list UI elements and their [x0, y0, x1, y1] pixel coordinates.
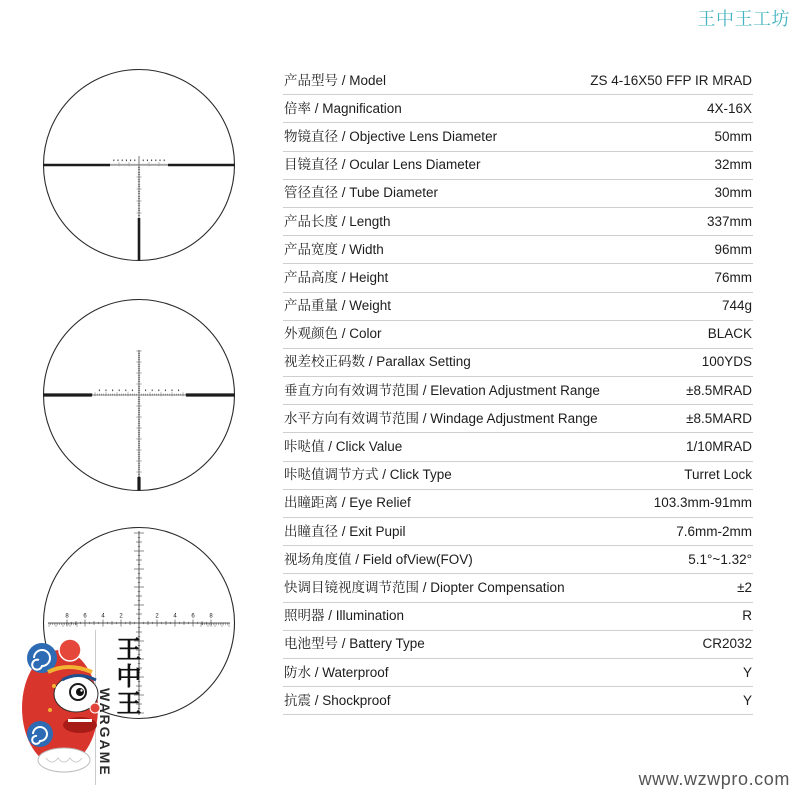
lion-pupil — [76, 688, 84, 696]
spec-label: 产品高度 / Height — [284, 269, 389, 285]
spec-row-eye-relief — [283, 490, 753, 518]
spec-row-click-type — [283, 462, 753, 490]
spec-row-width — [283, 236, 753, 264]
scale-mark — [112, 390, 113, 392]
scale-number: 8 — [209, 613, 213, 620]
scale-mark — [125, 390, 126, 392]
scale-number: 8 — [65, 613, 69, 620]
scale-number: 6 — [83, 613, 87, 620]
spec-label: 咔哒值调节方式 / Click Type — [284, 467, 452, 483]
spec-value: 5.1°~1.32° — [688, 551, 752, 567]
spec-row-length — [283, 208, 753, 236]
scale-mark — [134, 160, 135, 162]
spec-label: 目镜直径 / Ocular Lens Diameter — [284, 157, 481, 173]
spec-row-click-value — [283, 433, 753, 461]
spec-label: 视差校正码数 / Parallax Setting — [284, 354, 471, 370]
scale-mark — [151, 160, 152, 162]
spec-label: 外观颜色 / Color — [284, 326, 382, 342]
gold-dot — [48, 708, 52, 712]
scale-mark — [113, 160, 114, 162]
spec-row-battery-type — [283, 631, 753, 659]
spec-row-weight — [283, 293, 753, 321]
spec-label: 水平方向有效调节范围 / Windage Adjustment Range — [284, 410, 598, 426]
spec-label: 物镜直径 / Objective Lens Diameter — [284, 128, 498, 144]
spec-value: 337mm — [706, 213, 752, 229]
spec-value: R — [742, 608, 752, 624]
spec-label: 抗震 / Shockproof — [284, 692, 391, 708]
spec-value: 76mm — [714, 269, 752, 285]
scale-number: 2 — [155, 613, 159, 620]
lion-beard — [38, 748, 90, 772]
spec-row-elevation-adjustment-range — [283, 377, 753, 405]
scale-mark — [106, 390, 107, 392]
reticle-1-marks — [44, 156, 235, 261]
scale-number: 6 — [191, 613, 195, 620]
spec-row-exit-pupil — [283, 518, 753, 546]
spec-row-tube-diameter — [283, 180, 753, 208]
spec-value: BLACK — [707, 326, 752, 342]
reticle-1 — [39, 65, 239, 265]
spec-value: CR2032 — [702, 636, 752, 652]
spec-value: 96mm — [714, 241, 752, 257]
spec-label: 咔哒值 / Click Value — [284, 439, 403, 455]
website-url: www.wzwpro.com — [638, 769, 790, 789]
scale-mark — [152, 390, 153, 392]
spec-label: 产品型号 / Model — [284, 72, 387, 88]
scale-mark — [130, 160, 131, 162]
spec-value: 30mm — [714, 185, 752, 201]
scale-mark — [160, 160, 161, 162]
logo-chinese-text: 王中王 — [113, 636, 142, 717]
logo-english-text: WARGAME — [97, 688, 113, 777]
spec-value: 744g — [721, 298, 752, 314]
scale-mark — [147, 160, 148, 162]
spec-label: 照明器 / Illumination — [284, 608, 405, 624]
scale-mark — [122, 160, 123, 162]
scale-mark — [178, 390, 179, 392]
spec-row-height — [283, 264, 753, 292]
spec-label: 产品长度 / Length — [284, 213, 391, 229]
spec-label: 倍率 / Magnification — [284, 100, 402, 116]
spec-value: 50mm — [714, 128, 752, 144]
spec-label: 防水 / Waterproof — [284, 664, 389, 680]
spec-label: 产品宽度 / Width — [284, 241, 384, 257]
spec-row-model — [283, 67, 753, 95]
spec-value: 4X-16X — [706, 100, 752, 116]
scale-mark — [126, 160, 127, 162]
spec-row-windage-adjustment-range — [283, 405, 753, 433]
scale-mark — [172, 390, 173, 392]
reticle-2 — [39, 295, 239, 495]
scale-mark — [164, 160, 165, 162]
spec-row-diopter-compensation — [283, 574, 753, 602]
reticle-2-marks — [44, 350, 235, 491]
spec-value: 7.6mm-2mm — [676, 523, 752, 539]
scale-mark — [118, 160, 119, 162]
scale-number: 4 — [101, 613, 105, 620]
spec-label: 管径直径 / Tube Diameter — [284, 185, 439, 201]
spec-row-illumination — [283, 603, 753, 631]
spec-label: 快调目镜视度调节范围 / Diopter Compensation — [284, 579, 565, 595]
spec-value: 1/10MRAD — [685, 439, 752, 455]
spec-row-ocular-lens-diameter — [283, 152, 753, 180]
spec-row-parallax-setting — [283, 349, 753, 377]
lion-teeth — [68, 719, 92, 722]
scale-mark — [145, 390, 146, 392]
spec-value: Turret Lock — [684, 467, 752, 483]
spec-value: ±8.5MARD — [686, 410, 752, 426]
spec-label: 电池型号 / Battery Type — [284, 636, 425, 652]
scale-number: 4 — [173, 613, 177, 620]
spec-table — [283, 67, 753, 715]
scale-mark — [99, 390, 100, 392]
spec-value: ZS 4-16X50 FFP IR MRAD — [590, 72, 752, 88]
scale-mark — [155, 160, 156, 162]
spec-row-objective-lens-diameter — [283, 123, 753, 151]
spec-row-waterproof — [283, 659, 753, 687]
scale-mark — [143, 160, 144, 162]
brand-title: 王中王工坊 — [697, 9, 790, 29]
lion-dance-logo — [18, 628, 108, 783]
spec-row-field-of-view — [283, 546, 753, 574]
spec-row-shockproof — [283, 687, 753, 715]
spec-row-magnification — [283, 95, 753, 123]
spec-label: 视场角度值 / Field ofView(FOV) — [284, 551, 473, 567]
scale-number: 2 — [119, 613, 123, 620]
spec-value: 103.3mm-91mm — [653, 495, 752, 511]
spec-value: Y — [742, 692, 752, 708]
spec-value: ±8.5MRAD — [686, 382, 752, 398]
spec-label: 产品重量 / Weight — [284, 298, 392, 314]
spec-value: 100YDS — [701, 354, 752, 370]
scale-mark — [165, 390, 166, 392]
gold-dot — [52, 684, 56, 688]
spec-label: 垂直方向有效调节范围 / Elevation Adjustment Range — [284, 382, 600, 398]
spec-value: 32mm — [714, 157, 752, 173]
spec-row-color — [283, 321, 753, 349]
spec-value: Y — [742, 664, 752, 680]
scale-mark — [132, 390, 133, 392]
scale-mark — [119, 390, 120, 392]
lion-horn — [59, 639, 81, 661]
eye-highlight — [80, 689, 82, 691]
scale-mark — [158, 390, 159, 392]
spec-value: ±2 — [737, 579, 752, 595]
spec-label: 出瞳直径 / Exit Pupil — [284, 523, 406, 539]
spec-label: 出瞳距离 / Eye Relief — [284, 495, 411, 511]
